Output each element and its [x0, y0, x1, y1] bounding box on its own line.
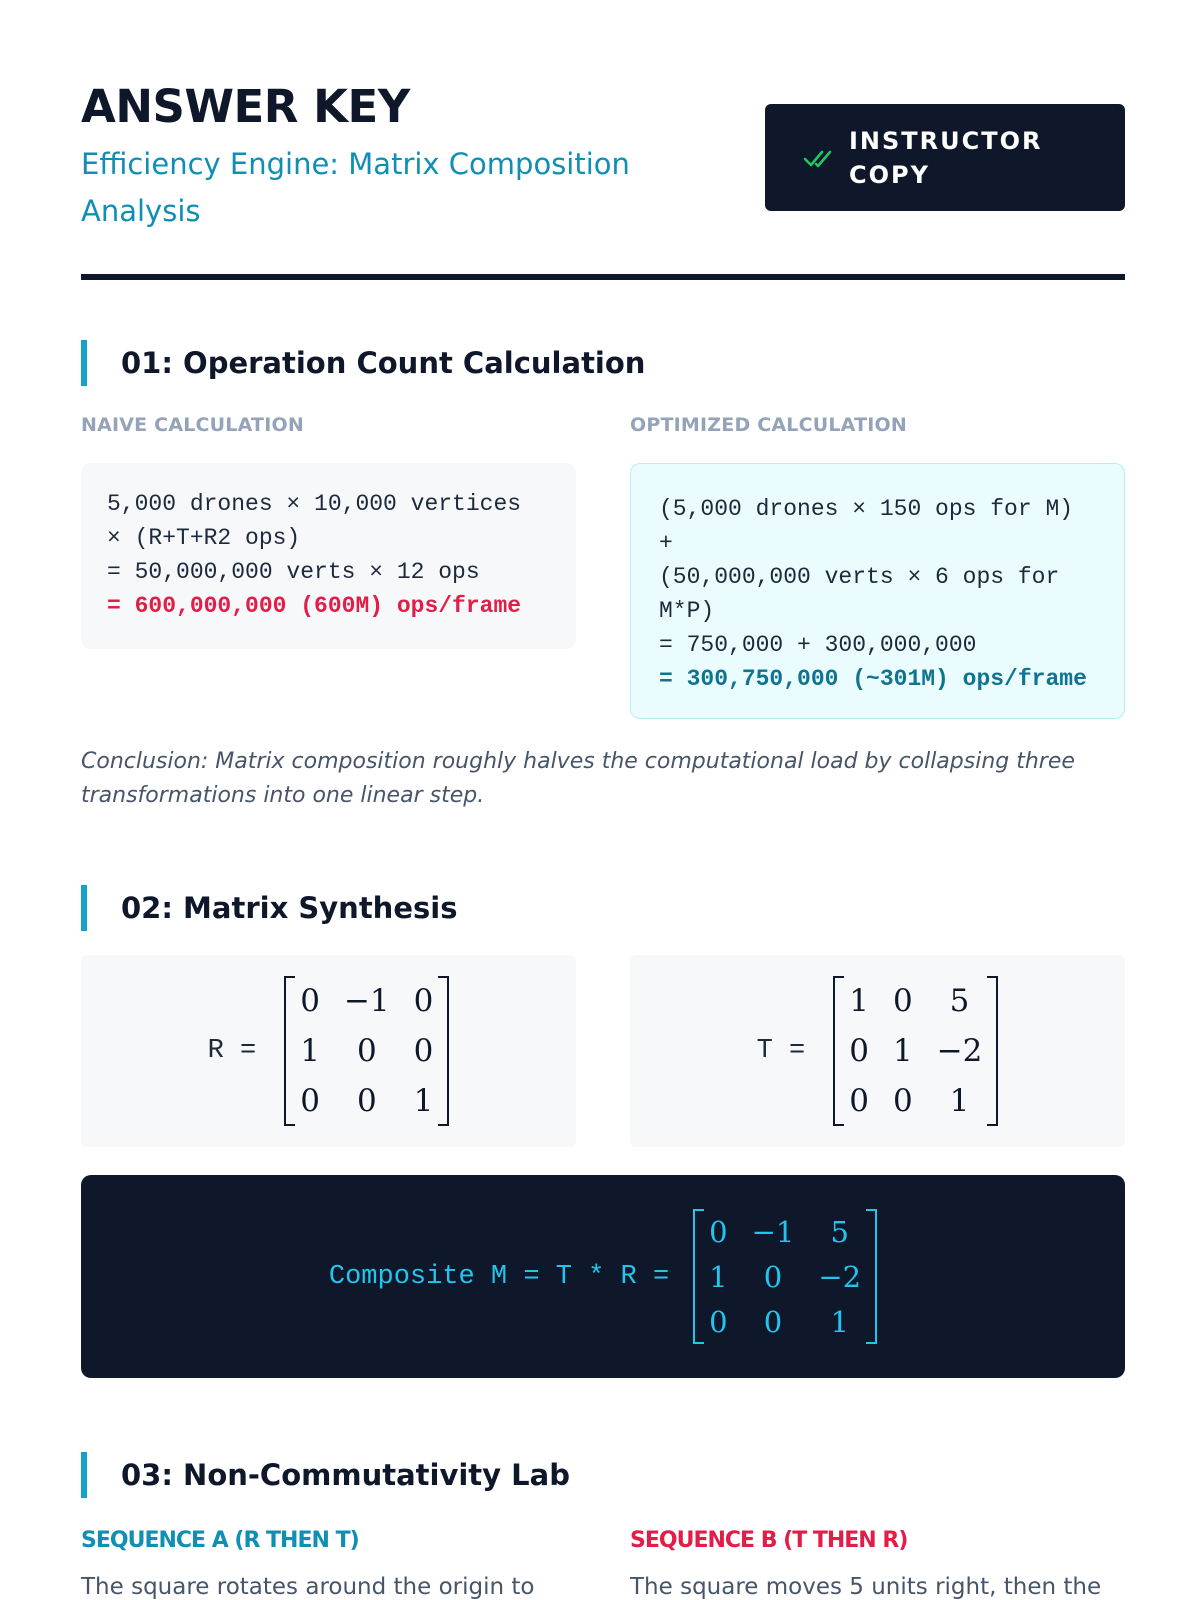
rotation-matrix-card [81, 955, 576, 1147]
matrix-cell: 1 [892, 1033, 913, 1069]
section-heading-operation-count [81, 340, 645, 386]
composite-matrix [693, 1209, 877, 1344]
matrix-cell: 1 [709, 1259, 728, 1294]
translation-matrix-label: T = [756, 1036, 806, 1066]
section-heading-text: 01: Operation Count Calculation [121, 346, 646, 380]
matrix-cell: 0 [413, 983, 434, 1019]
matrix-cell: 1 [949, 1083, 970, 1119]
matrix-cell: 0 [709, 1214, 728, 1249]
optimized-calculation-box [630, 463, 1125, 719]
naive-line: 5,000 drones × 10,000 vertices [107, 491, 522, 517]
matrix-cell: 0 [709, 1304, 728, 1339]
matrix-cell: 5 [949, 983, 970, 1019]
sequence-a-text: The square rotates around the origin to [81, 1574, 535, 1600]
section-heading-matrix-synthesis [81, 885, 457, 931]
page-title: ANSWER KEY [81, 80, 410, 133]
translation-matrix-card [630, 955, 1125, 1147]
instructor-copy-badge [765, 104, 1125, 211]
naive-line: = 50,000,000 verts × 12 ops [107, 559, 480, 585]
matrix-cell: 0 [300, 983, 320, 1019]
translation-matrix [833, 976, 998, 1126]
matrix-cell: 0 [356, 1033, 377, 1069]
matrix-cell: 0 [763, 1259, 783, 1294]
naive-result: = 600,000,000 (600M) ops/frame [107, 593, 522, 619]
sequence-b-label: SEQUENCE B (T THEN R) [630, 1528, 908, 1553]
matrix-cell: −1 [343, 983, 390, 1019]
optimized-line: (50,000,000 verts × 6 ops for M*P) [659, 564, 1074, 624]
optimized-result: = 300,750,000 (~301M) ops/frame [659, 666, 1087, 692]
matrix-cell: 0 [892, 1083, 913, 1119]
optimized-line: = 750,000 + 300,000,000 [659, 632, 977, 658]
optimized-calculation-label: OPTIMIZED CALCULATION [630, 414, 907, 436]
optimized-line: + [659, 530, 673, 556]
badge-label [849, 124, 1043, 192]
composite-matrix-panel [81, 1175, 1125, 1378]
optimized-line: (5,000 drones × 150 ops for M) [659, 496, 1074, 522]
header-divider [81, 274, 1125, 280]
page-header [81, 80, 1125, 280]
matrix-cell: 5 [830, 1214, 849, 1249]
matrix-cell: 0 [763, 1304, 783, 1339]
matrix-cell: 1 [413, 1083, 434, 1119]
sequence-a-label: SEQUENCE A (R THEN T) [81, 1528, 359, 1553]
matrix-cell: 1 [849, 983, 869, 1019]
sequence-b-text: The square moves 5 units right, then the [630, 1574, 1102, 1600]
naive-calculation-box [81, 463, 576, 649]
rotation-matrix-label: R = [207, 1036, 257, 1066]
matrix-cell: 0 [413, 1033, 434, 1069]
matrix-cell: −2 [818, 1259, 862, 1294]
matrix-cell: 1 [830, 1304, 849, 1339]
matrix-cell: 1 [300, 1033, 320, 1069]
composite-matrix-label: Composite M = T * R = [328, 1261, 670, 1292]
matrix-cell: 0 [892, 983, 913, 1019]
double-check-icon [803, 144, 837, 172]
naive-calculation-label: NAIVE CALCULATION [81, 414, 304, 436]
page-subtitle: Efficiency Engine: Matrix Composition Analysis [81, 147, 630, 228]
rotation-matrix [284, 976, 449, 1126]
section-heading-non-commutativity [81, 1452, 570, 1498]
matrix-cell: 0 [849, 1033, 869, 1069]
conclusion-text: Conclusion: Matrix composition roughly halves the computational load by collapsing three transformations into one linear step. [81, 749, 1075, 808]
matrix-cell: 0 [300, 1083, 320, 1119]
matrix-cell: −2 [936, 1033, 983, 1069]
naive-line: × (R+T+R2 ops) [107, 525, 301, 551]
badge-line-2: COPY [849, 160, 930, 189]
section-heading-text: 02: Matrix Synthesis [121, 891, 458, 925]
badge-line-1: INSTRUCTOR [849, 126, 1043, 155]
matrix-cell: −1 [751, 1214, 795, 1249]
matrix-cell: 0 [849, 1083, 869, 1119]
matrix-cell: 0 [356, 1083, 377, 1119]
section-heading-text: 03: Non-Commutativity Lab [121, 1458, 570, 1492]
